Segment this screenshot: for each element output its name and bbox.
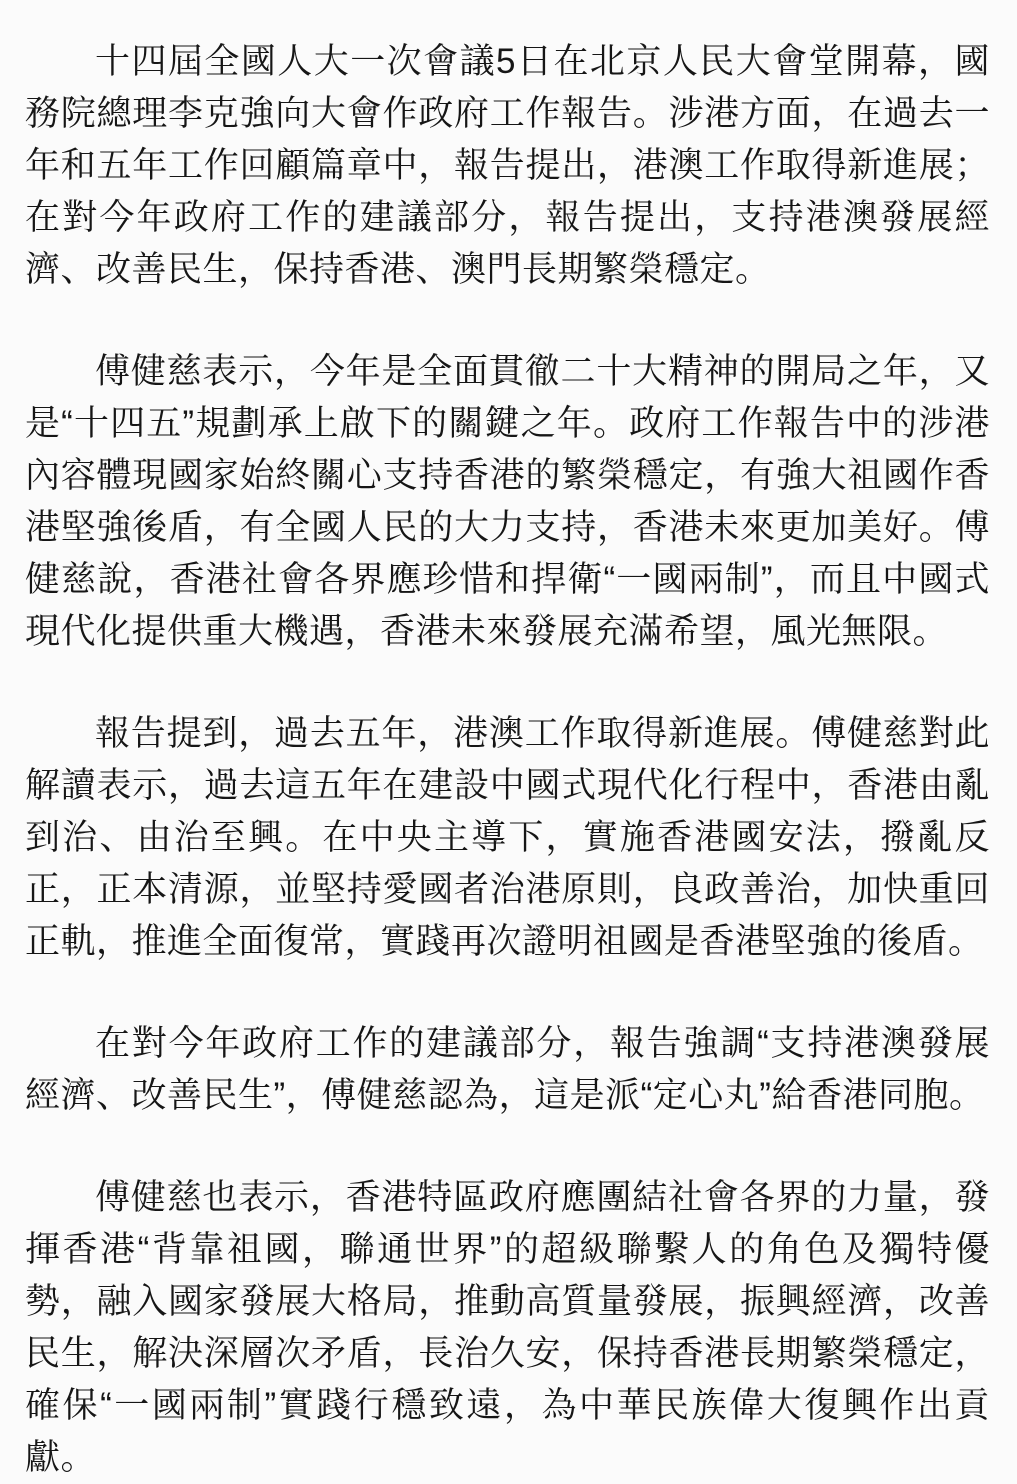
paragraph: 十四屆全國人大一次會議5日在北京人民大會堂開幕，國務院總理李克強向大會作政府工作報告。涉港方面，在過去一年和五年工作回顧篇章中，報告提出，港澳工作取得新進展；在對今年政府工作的建議部分，報告提出，支持港澳發展經濟、改善民生，保持香港、澳門長期繁榮穩定。 <box>25 42 990 289</box>
paragraph: 傅健慈也表示，香港特區政府應團結社會各界的力量，發揮香港“背靠祖國，聯通世界”的超級聯繫人的角色及獨特優勢，融入國家發展大格局，推動高質量發展，振興經濟，改善民生，解決深層次矛盾，長治久安，保持香港長期繁榮穩定，確保“一國兩制”實踐行穩致遠，為中華民族偉大復興作出貢獻。 <box>25 1178 990 1477</box>
paragraph: 在對今年政府工作的建議部分，報告強調“支持港澳發展經濟、改善民生”，傅健慈認為，這是派“定心丸”給香港同胞。 <box>25 1024 990 1115</box>
paragraph: 報告提到，過去五年，港澳工作取得新進展。傅健慈對此解讀表示，過去這五年在建設中國式現代化行程中，香港由亂到治、由治至興。在中央主導下，實施香港國安法，撥亂反正，正本清源，並堅持愛國者治港原則，良政善治，加快重回正軌，推進全面復常，實踐再次證明祖國是香港堅強的後盾。 <box>25 714 990 961</box>
paragraph: 傅健慈表示，今年是全面貫徹二十大精神的開局之年，又是“十四五”規劃承上啟下的關鍵之年。政府工作報告中的涉港內容體現國家始終關心支持香港的繁榮穩定，有強大祖國作香港堅強後盾，有全國人民的大力支持，香港未來更加美好。傅健慈說，香港社會各界應珍惜和捍衛“一國兩制”，而且中國式現代化提供重大機遇，香港未來發展充滿希望，風光無限。 <box>25 352 990 651</box>
